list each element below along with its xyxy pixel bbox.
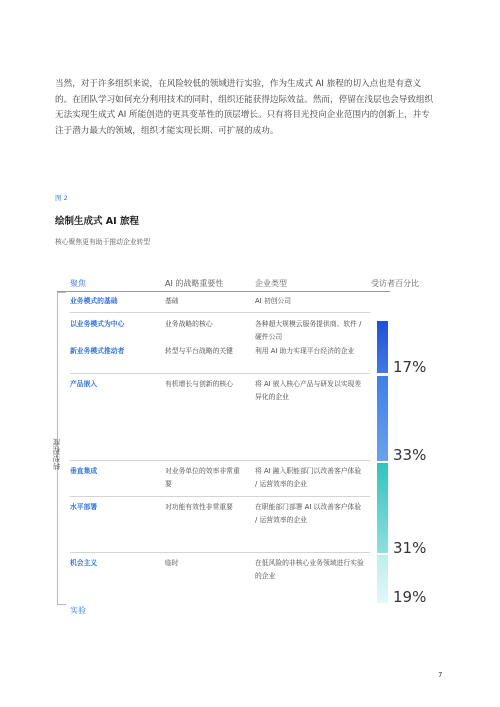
header-company-type: 企业类型 xyxy=(255,279,287,288)
row-divider xyxy=(70,312,370,313)
row-company: 各种超大规模云服务提供商、软件 / 硬件公司 xyxy=(255,320,362,341)
row-importance: 转型与平台战略的关键 xyxy=(165,347,233,355)
row-divider xyxy=(70,552,370,553)
row-focus: 业务模式的基础 xyxy=(70,297,118,305)
row-importance: 对功能有效性非常重要 xyxy=(165,503,233,511)
header-rule xyxy=(57,291,390,292)
row-focus: 水平部署 xyxy=(70,503,98,511)
row-company: 在低风险的非核心业务领域进行实验的企业 xyxy=(255,559,364,580)
figure-subtitle: 核心聚焦更有助于推动企业转型 xyxy=(55,238,151,246)
percent-bar-group-4 xyxy=(377,555,388,603)
figure-title: 绘制生成式 AI 旅程 xyxy=(55,216,140,227)
row-importance: 有机增长与创新的核心 xyxy=(165,380,233,388)
percent-label-group-1: 17% xyxy=(393,358,427,376)
page-number: 7 xyxy=(438,671,443,679)
row-company: 在职能部门部署 AI 以改善客户体验 / 运营效率的企业 xyxy=(255,503,362,524)
row-importance: 临时 xyxy=(165,559,179,567)
row-divider xyxy=(70,460,370,461)
percent-label-group-3: 31% xyxy=(393,539,427,557)
header-percent: 受访者百分比 xyxy=(371,279,419,288)
row-divider xyxy=(70,373,370,374)
experiment-label: 实验 xyxy=(70,606,86,615)
intro-paragraph: 当然，对于许多组织来说，在风险较低的领域进行实验，作为生成式 AI 旅程的切入点也是有意义的。在团队学习如何充分利用技术的同时，组织还能获得边际效益。然而，停留在浅层也会导致组织无法实现生成式 AI 所能创造的更具变革性的顶层增长。只有将目光投向企业范围内的创新上，并专注于潜力最大的领域，组织才能实现长期、可扩展的成功。 xyxy=(55,79,434,136)
row-company: 将 AI 嵌入核心产品与研发以实现差异化的企业 xyxy=(255,380,362,401)
row-importance: 对业务单位的效率非常重要 xyxy=(165,467,240,488)
row-focus: 机会主义 xyxy=(70,559,98,567)
row-focus: 产品嵌入 xyxy=(70,380,98,388)
row-focus: 垂直集成 xyxy=(70,467,98,475)
row-focus: 新业务模式推动者 xyxy=(70,347,125,355)
row-focus: 以业务模式为中心 xyxy=(70,320,125,328)
row-divider xyxy=(70,496,370,497)
percent-bar-group-2 xyxy=(377,376,388,461)
percent-label-group-4: 19% xyxy=(393,588,427,606)
row-importance: 业务战略的核心 xyxy=(165,320,213,328)
header-importance: AI 的战略重要性 xyxy=(165,279,224,288)
figure-label: 图 2 xyxy=(55,194,68,202)
axis-label: 转型程度 xyxy=(52,438,61,470)
percent-bar-group-3 xyxy=(377,463,388,553)
header-focus: 聚焦 xyxy=(70,279,86,288)
row-company: 将 AI 融入职能部门以改善客户体验 / 运营效率的企业 xyxy=(255,467,362,488)
percent-bar-group-1 xyxy=(377,321,388,373)
row-importance: 基础 xyxy=(165,297,179,305)
percent-label-group-2: 33% xyxy=(393,446,427,464)
row-company: AI 初创公司 xyxy=(255,297,292,305)
row-company: 利用 AI 助力实现平台经济的企业 xyxy=(255,347,355,355)
